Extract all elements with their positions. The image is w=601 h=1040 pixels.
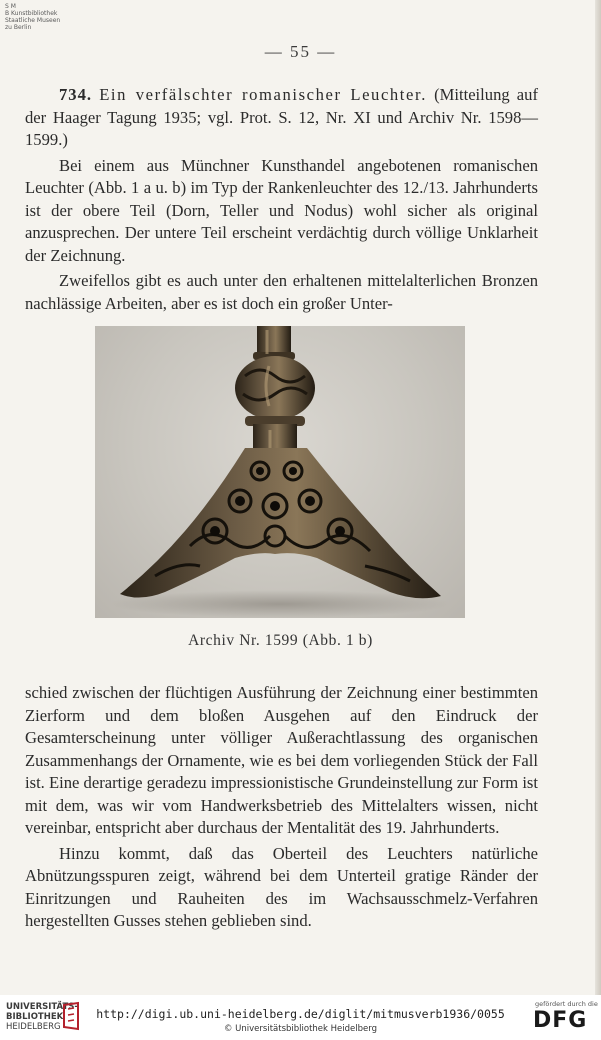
paragraph: Zweifellos gibt es auch unter den erhaltenen mittelalterlichen Bronzen nachlässige Arbeiten, aber es ist doch ein großer Unter- [25,271,538,313]
stamp-line: S M [5,3,16,10]
stamp-line: B Kunstbibliothek [5,10,58,17]
entry-title: Ein verfälschter romanischer Leuchter. [99,85,427,104]
paragraph: schied zwischen der flüchtigen Ausführung der Zeichnung einer bestimmten Zierform und dem bloßen Ausgehen auf den Eindruck der Gesamterscheinung unter völliger Außerachtlassung des organischen Zusammenhangs der Ornamente, wie es bei dem vorliegenden Stück der Fall ist. Eine derartige geradezu impressionistische Grundeinstellung zur Form ist mit dem, was wir vom Handwerksbetrieb des Mittelalters wissen, nicht vereinbar, entspricht aber durchaus der Mentalität des 19. Jahrhunderts. [25,683,538,837]
page-edge [595,0,601,995]
stamp-line: zu Berlin [5,24,32,31]
text-block-bottom [25,682,538,933]
candlestick-photo [95,326,465,618]
library-logo-line: UNIVERSITÄTS- [6,1002,78,1012]
library-logo-line: BIBLIOTHEK [6,1012,64,1022]
entry-reference: (Mitteilung auf der Haager Tagung 1935; vgl. Prot. S. 12, Nr. XI und Archiv Nr. 1598—1599.) [25,85,538,149]
library-logo-line: HEIDELBERG [6,1022,61,1032]
figure-caption: Archiv Nr. 1599 (Abb. 1 b) [188,632,373,649]
funder-note: gefördert durch die [535,1000,598,1008]
permalink-url[interactable]: http://digi.ub.uni-heidelberg.de/diglit/mitmusverb1936/0055 [96,1007,505,1021]
candlestick-illustration [95,326,465,618]
paragraph: Bei einem aus Münchner Kunsthandel angebotenen romanischen Leuchter (Abb. 1 a u. b) im Typ der Rankenleuchter des 12./13. Jahrhunderts ist der obere Teil (Dorn, Teller und Nodus) wohl sicher als original anzusprechen. Der untere Teil erscheint verdächtig durch völlige Unklarheit der Zeichnung. [25,155,538,265]
page-number: — 55 — [264,42,337,61]
entry-heading [25,84,538,152]
copyright-notice: © Universitätsbibliothek Heidelberg [223,1024,377,1034]
library-stamp [5,3,60,31]
dfg-logo[interactable]: DFG [533,1008,588,1033]
text-block-top [25,84,538,315]
stamp-line: Staatliche Museen [5,17,61,24]
entry-number: 734. [59,85,93,104]
digitization-footer [0,995,601,1040]
paragraph: Hinzu kommt, daß das Oberteil des Leuchters natürliche Abnützungsspuren zeigt, während bei dem Unterteil gratige Ränder der Einritzungen und Rauheiten des im Wachsausschmelz-Verfahren hergestellten Gusses stehen geblieben sind. [25,843,538,930]
